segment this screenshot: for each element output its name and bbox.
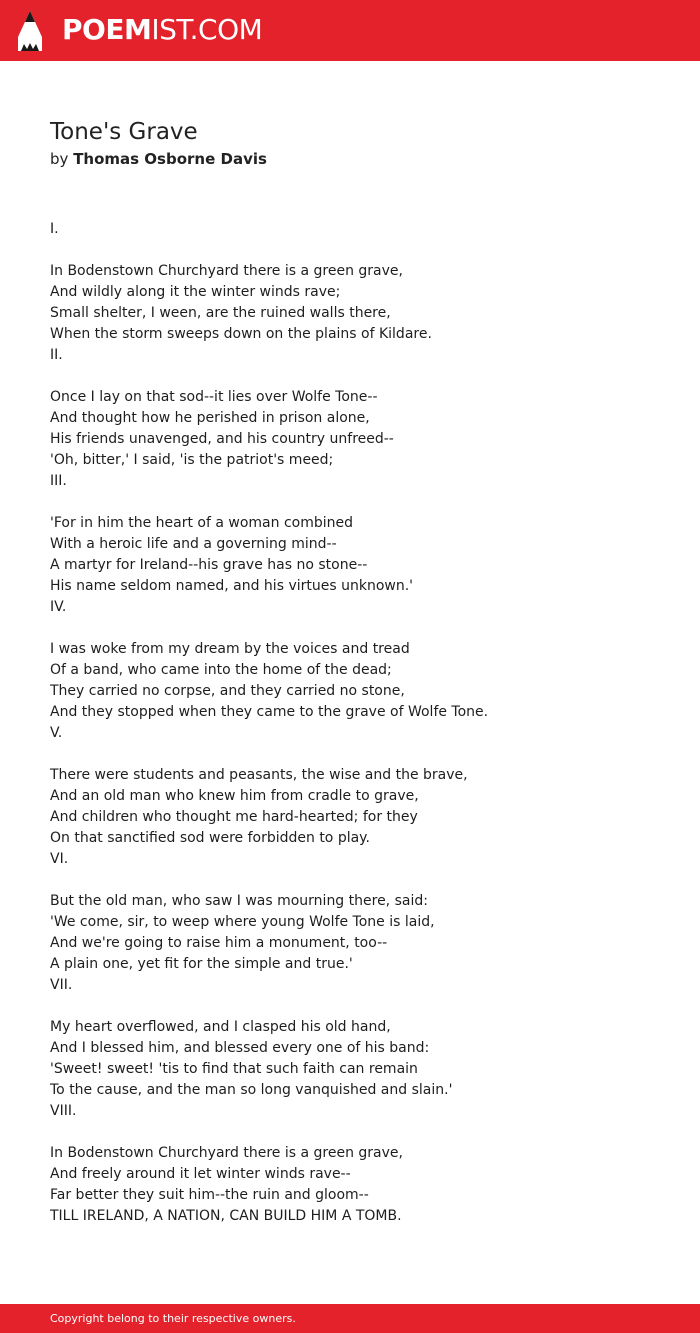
site-header	[0, 0, 700, 61]
poem-line: TILL IRELAND, A NATION, CAN BUILD HIM A TOMB.	[50, 1208, 402, 1224]
poem-line: There were students and peasants, the wise and the brave,	[50, 767, 468, 783]
pencil-logo-icon[interactable]	[18, 11, 42, 51]
poem-line: When the storm sweeps down on the plains of Kildare.	[50, 326, 432, 342]
poem-line: And we're going to raise him a monument, too--	[50, 935, 388, 951]
poem-line: But the old man, who saw I was mourning there, said:	[50, 893, 428, 909]
poem-blank-line	[50, 492, 670, 513]
poem-blank-line	[50, 744, 670, 765]
poem-line: 'For in him the heart of a woman combined	[50, 515, 354, 531]
poem-line: VI.	[50, 851, 69, 867]
poem-line: 'Oh, bitter,' I said, 'is the patriot's meed;	[50, 452, 334, 468]
poem-line: With a heroic life and a governing mind--	[50, 536, 337, 552]
copyright-text: Copyright belong to their respective owners.	[50, 1312, 296, 1325]
poem-line: II.	[50, 347, 63, 363]
poem-line: V.	[50, 725, 63, 741]
poem-line: III.	[50, 473, 67, 489]
poem-line: Once I lay on that sod--it lies over Wolfe Tone--	[50, 389, 378, 405]
poem-line: I was woke from my dream by the voices and tread	[50, 641, 410, 657]
logo-text-light: IST.COM	[151, 13, 263, 46]
poem-blank-line	[50, 996, 670, 1017]
poem-line: And wildly along it the winter winds rave;	[50, 284, 341, 300]
poem-line: Of a band, who came into the home of the dead;	[50, 662, 392, 678]
author-name: Thomas Osborne Davis	[73, 150, 267, 168]
poem-line: In Bodenstown Churchyard there is a green grave,	[50, 1145, 403, 1161]
poem-line: In Bodenstown Churchyard there is a green grave,	[50, 263, 403, 279]
by-label: by	[50, 150, 69, 168]
poem-line: And children who thought me hard-hearted; for they	[50, 809, 418, 825]
poem-line: And freely around it let winter winds rave--	[50, 1166, 351, 1182]
poem-line: Far better they suit him--the ruin and gloom--	[50, 1187, 369, 1203]
poem-line: To the cause, and the man so long vanquished and slain.'	[50, 1082, 453, 1098]
poem-line: 'Sweet! sweet! 'tis to find that such faith can remain	[50, 1061, 418, 1077]
poem-line: And they stopped when they came to the grave of Wolfe Tone.	[50, 704, 489, 720]
poem-line: And an old man who knew him from cradle to grave,	[50, 788, 419, 804]
poem-body	[50, 219, 670, 1227]
poem-line: VII.	[50, 977, 73, 993]
site-footer	[0, 1304, 700, 1333]
site-logo[interactable]	[62, 13, 262, 47]
poem-blank-line	[50, 240, 670, 261]
poem-line: My heart overflowed, and I clasped his old hand,	[50, 1019, 391, 1035]
poem-line: VIII.	[50, 1103, 77, 1119]
poem-line: A martyr for Ireland--his grave has no stone--	[50, 557, 368, 573]
poem-line: 'We come, sir, to weep where young Wolfe Tone is laid,	[50, 914, 435, 930]
poem-line: IV.	[50, 599, 67, 615]
poem-line: They carried no corpse, and they carried no stone,	[50, 683, 405, 699]
poem-line: And thought how he perished in prison alone,	[50, 410, 370, 426]
poem-line: On that sanctified sod were forbidden to play.	[50, 830, 370, 846]
poem-blank-line	[50, 870, 670, 891]
poem-line: I.	[50, 221, 59, 237]
logo-text-bold: POEM	[62, 13, 152, 46]
poem-line: His friends unavenged, and his country unfreed--	[50, 431, 394, 447]
poem-blank-line	[50, 1122, 670, 1143]
poem-line: His name seldom named, and his virtues unknown.'	[50, 578, 414, 594]
poem-blank-line	[50, 366, 670, 387]
poem-line: And I blessed him, and blessed every one of his band:	[50, 1040, 430, 1056]
poem-line: Small shelter, I ween, are the ruined walls there,	[50, 305, 391, 321]
poem-title: Tone's Grave	[50, 119, 198, 145]
poem-line: A plain one, yet fit for the simple and true.'	[50, 956, 353, 972]
poem-blank-line	[50, 618, 670, 639]
poem-byline	[50, 149, 267, 169]
